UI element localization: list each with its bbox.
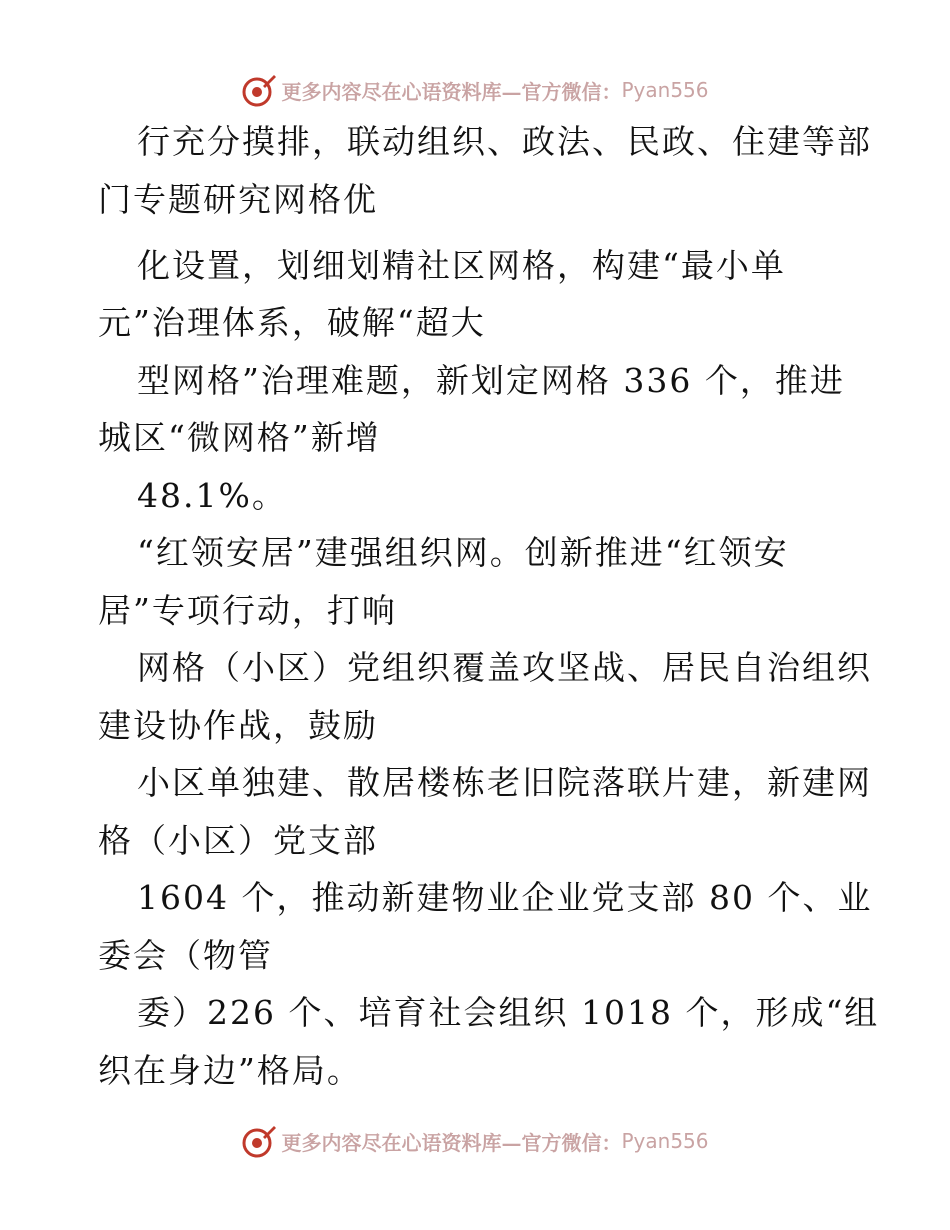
footer-watermark-banner — [0, 1121, 950, 1161]
text-line: 1604 个，推动新建物业企业党支部 80 个、业 — [137, 878, 873, 917]
text-line: 居”专项行动，打响 — [98, 591, 397, 630]
banner-text: 更多内容尽在心语资料库—官方微信： — [281, 79, 622, 104]
pen-logo-icon — [241, 1123, 277, 1159]
text-line: 行充分摸排，联动组织、政法、民政、住建等部 — [137, 122, 872, 161]
text-line: 小区单独建、散居楼栋老旧院落联片建，新建网 — [137, 763, 872, 802]
banner-wechat-id: Pyan556 — [621, 78, 709, 102]
text-line: 型网格”治理难题，新划定网格 336 个，推进 — [137, 361, 845, 400]
banner-inner — [241, 72, 708, 108]
pen-logo-icon — [241, 72, 277, 108]
text-line: 化设置，划细划精社区网格，构建“最小单 — [137, 246, 786, 285]
text-line: 织在身边”格局。 — [98, 1051, 362, 1090]
banner-text: 更多内容尽在心语资料库—官方微信： — [281, 1130, 622, 1155]
text-line: 城区“微网格”新增 — [98, 418, 381, 457]
banner-inner — [241, 1123, 708, 1159]
text-line: 委会（物管 — [98, 936, 273, 975]
text-line: 建设协作战，鼓励 — [98, 706, 378, 745]
text-line: 委）226 个、培育社会组织 1018 个，形成“组 — [137, 993, 880, 1032]
text-line: 48.1%。 — [137, 476, 287, 515]
text-line: 元”治理体系，破解“超大 — [98, 303, 486, 342]
text-line: “红领安居”建强组织网。创新推进“红领安 — [137, 533, 789, 572]
text-line: 网格（小区）党组织覆盖攻坚战、居民自治组织 — [137, 648, 872, 687]
text-line: 门专题研究网格优 — [98, 180, 378, 219]
banner-wechat-id: Pyan556 — [621, 1129, 709, 1153]
text-line: 格（小区）党支部 — [98, 821, 378, 860]
header-watermark-banner — [0, 70, 950, 110]
